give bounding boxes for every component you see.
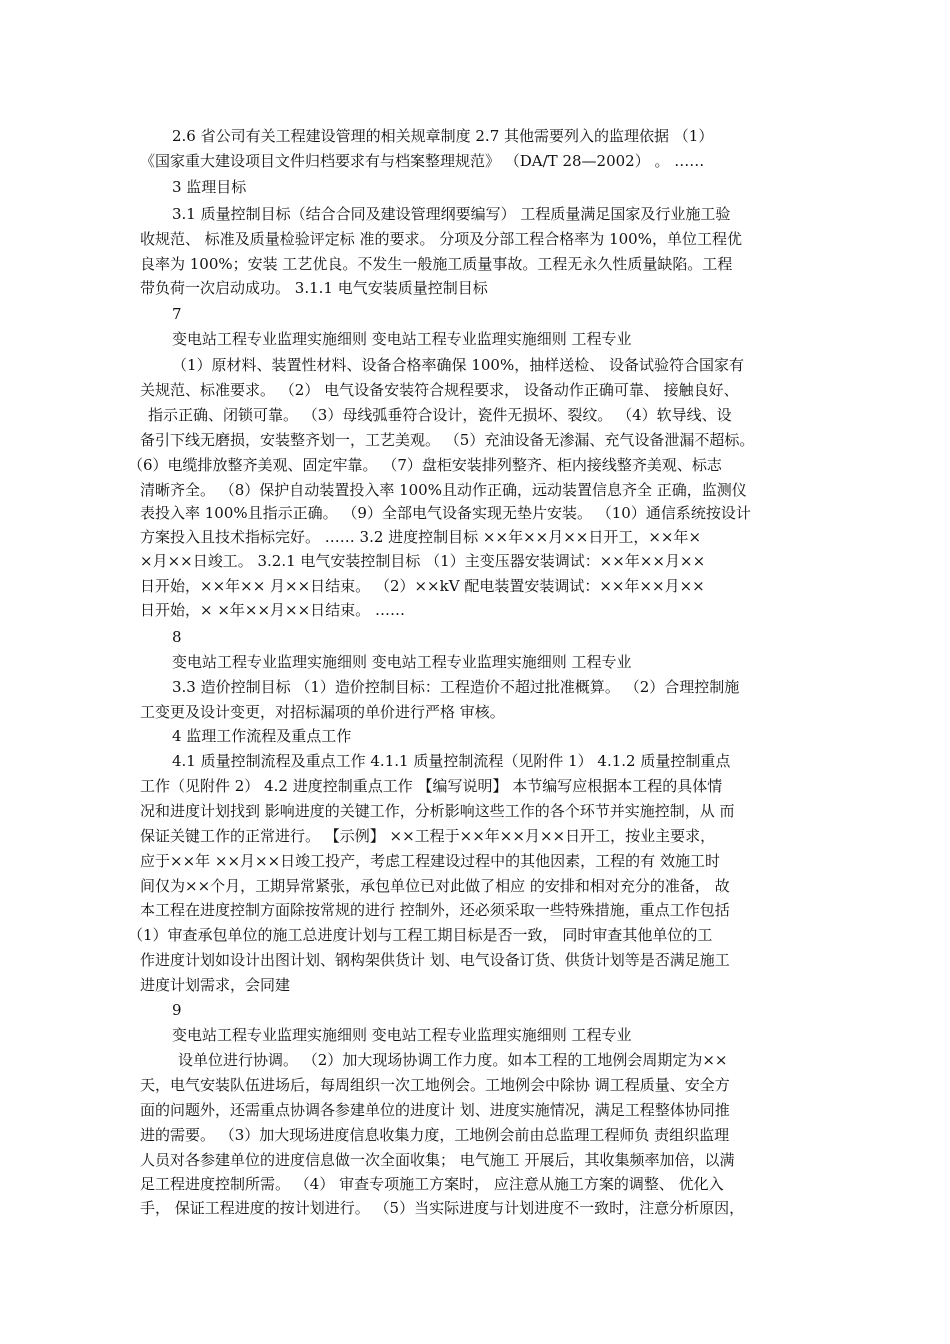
text-line: 应于××年 ××月××日竣工投产，考虑工程建设过程中的其他因素，工程的有 效施工时 [140,852,720,870]
text-line: 日开始，× ×年××月××日结束。 …… [140,601,405,619]
text-line: 面的问题外，还需重点协调各参建单位的进度计 划、进度实施情况，满足工程整体协同推 [140,1101,730,1119]
text-line: 间仅为××个月，工期异常紧张，承包单位已对此做了相应 的安排和相对充分的准备， 故 [140,877,730,895]
text-line: （1）审查承包单位的施工总进度计划与工程工期目标是否一致， 同时审查其他单位的工 [128,926,713,944]
text-line: 清晰齐全。 （8）保护自动装置投入率 100%且动作正确，远动装置信息齐全 正确，监测仪 [140,481,747,499]
text-line: 进的需要。 （3）加大现场进度信息收集力度，工地例会前由总监理工程师负 责组织监理 [140,1126,730,1144]
text-line: 工变更及设计变更，对招标漏项的单价进行严格 审核。 [140,703,505,721]
section-heading: 4 监理工作流程及重点工作 [172,727,352,745]
page-number: 9 [172,1001,182,1019]
text-line: 保证关键工作的正常进行。 【示例】 ××工程于××年××月××日开工，按业主要求， [140,827,716,845]
text-line: 工作（见附件 2） 4.2 进度控制重点工作 【编写说明】 本节编写应根据本工程的具体情 [140,777,723,795]
text-line: 4.1 质量控制流程及重点工作 4.1.1 质量控制流程（见附件 1） 4.1.2 质量控制重点 [172,752,731,770]
text-line: 足工程进度控制所需。 （4） 审查专项施工方案时， 应注意从施工方案的调整、 优化入 [140,1175,724,1193]
page-number: 8 [172,628,182,646]
text-line: 关规范、标准要求。 （2） 电气设备安装符合规程要求， 设备动作正确可靠、 接触良好、 [140,381,739,399]
text-line: 2.6 省公司有关工程建设管理的相关规章制度 2.7 其他需要列入的监理依据 （1） [172,127,714,145]
text-line: 3.3 造价控制目标 （1）造价控制目标：工程造价不超过批准概算。 （2）合理控制施 [172,678,740,696]
text-line: （1）原材料、装置性材料、设备合格率确保 100%，抽样送检、 设备试验符合国家有 [172,356,744,374]
text-line: 备引下线无磨损，安装整齐划一，工艺美观。 （5）充油设备无渗漏、充气设备泄漏不超标。 [140,431,755,449]
text-line: 况和进度计划找到 影响进度的关键工作，分析影响这些工作的各个环节并实施控制，从 而 [140,802,735,820]
text-line: ×月××日竣工。 3.2.1 电气安装控制目标 （1）主变压器安装调试：××年××月×× [140,552,706,570]
text-line: 人员对各参建单位的进度信息做一次全面收集； 电气施工 开展后，其收集频率加倍，以满 [140,1151,735,1169]
text-line: 带负荷一次启动成功。 3.1.1 电气安装质量控制目标 [140,279,488,297]
text-line: 指示正确、闭锁可靠。 （3）母线弧垂符合设计，瓷件无损坏、裂纹。 （4）软导线、设 [148,406,732,424]
text-line: 手， 保证工程进度的按计划进行。 （5）当实际进度与计划进度不一致时，注意分析原因， [140,1199,745,1217]
page-number: 7 [172,305,182,323]
text-line: 进度计划需求，会同建 [140,976,291,994]
text-line: 本工程在进度控制方面除按常规的进行 控制外，还必须采取一些特殊措施，重点工作包括 [140,901,730,919]
running-header: 变电站工程专业监理实施细则 变电站工程专业监理实施细则 工程专业 [172,330,632,348]
section-heading: 3 监理目标 [172,178,247,196]
text-line: 日开始，××年×× 月××日结束。 （2）××kV 配电装置安装调试：××年××月×× [140,577,705,595]
text-line: 良率为 100%；安装 工艺优良。不发生一般施工质量事故。工程无永久性质量缺陷。工程 [140,255,733,273]
text-line: 表投入率 100%且指示正确。 （9）全部电气设备实现无垫片安装。 （10）通信系统按设计 [140,504,751,522]
text-line: 收规范、 标准及质量检验评定标 准的要求。 分项及分部工程合格率为 100%，单位工程优 [140,230,742,248]
text-line: 天，电气安装队伍进场后，每周组织一次工地例会。工地例会中除协 调工程质量、安全方 [140,1076,730,1094]
text-line: 3.1 质量控制目标（结合合同及建设管理纲要编写） 工程质量满足国家及行业施工验 [172,205,731,223]
text-line: 《国家重大建设项目文件归档要求有与档案整理规范》 （DA/T 28—2002） 。 …… [140,152,705,170]
text-line: 作进度计划如设计出图计划、钢构架供货计 划、电气设备订货、供货计划等是否满足施工 [140,951,730,969]
text-line: 方案投入且技术指标完好。 …… 3.2 进度控制目标 ××年××月××日开工，××年× [140,528,702,546]
text-line: 设单位进行协调。 （2）加大现场协调工作力度。如本工程的工地例会周期定为×× [178,1051,728,1069]
running-header: 变电站工程专业监理实施细则 变电站工程专业监理实施细则 工程专业 [172,653,632,671]
text-line: （6）电缆排放整齐美观、固定牢靠。 （7）盘柜安装排列整齐、柜内接线整齐美观、标志 [128,456,722,474]
running-header: 变电站工程专业监理实施细则 变电站工程专业监理实施细则 工程专业 [172,1026,632,1044]
